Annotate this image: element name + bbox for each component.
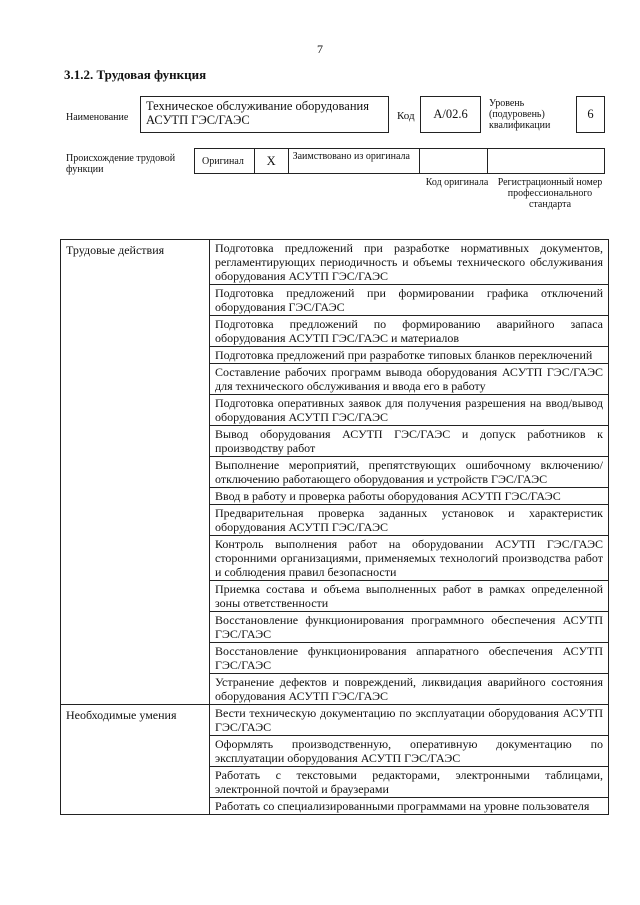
borrowed-label: Заимствовано из оригинала (289, 149, 420, 173)
list-item: Подготовка предложений при разработке нормативных документов, регламентирующих периодичность и объемы технического обслуживания оборудования АСУТП ГЭС/ГАЭС (210, 240, 609, 285)
section-title: 3.1.2. Трудовая функция (64, 67, 207, 82)
list-item: Составление рабочих программ вывода оборудования АСУТП ГЭС/ГАЭС для технического обслуживания и ввода его в работу (210, 364, 609, 395)
kod-originala-label: Код оригинала (425, 177, 489, 188)
list-item: Предварительная проверка заданных установок и характеристик оборудования АСУТП ГЭС/ГАЭС (210, 505, 609, 536)
level-label: Уровень (подуровень) квалификации (489, 98, 551, 131)
level-value: 6 (576, 96, 605, 133)
list-item: Устранение дефектов и повреждений, ликвидация аварийного состояния оборудования АСУТП ГЭС/ГАЭС (210, 674, 609, 705)
list-item: Подготовка предложений при формировании графика отключений оборудования ГЭС/ГАЭС (210, 285, 609, 316)
naimenovanie-value: Техническое обслуживание оборудования АСУТП ГЭС/ГАЭС (140, 96, 389, 133)
list-item: Ввод в работу и проверка работы оборудования АСУТП ГЭС/ГАЭС (210, 488, 609, 505)
kod-value: A/02.6 (420, 96, 481, 133)
reg-nomer-label: Регистрационный номер профессионального стандарта (497, 177, 603, 210)
category-required-skills: Необходимые умения (61, 705, 210, 815)
original-mark: X (255, 149, 289, 173)
list-item: Подготовка предложений при разработке типовых бланков переключений (210, 347, 609, 364)
list-item: Выполнение мероприятий, препятствующих ошибочному включению/отключению работающего оборудования и устройств ГЭС/ГАЭС (210, 457, 609, 488)
category-labor-actions: Трудовые действия (61, 240, 210, 705)
list-item: Вывод оборудования АСУТП ГЭС/ГАЭС и допуск работников к производству работ (210, 426, 609, 457)
list-item: Вести техническую документацию по эксплуатации оборудования АСУТП ГЭС/ГАЭС (210, 705, 609, 736)
kod-label: Код (397, 110, 415, 122)
naimenovanie-label: Наименование (66, 112, 129, 123)
original-label: Оригинал (195, 149, 255, 173)
list-item: Оформлять производственную, оперативную документацию по эксплуатации оборудования АСУТП ГЭС/ГАЭС (210, 736, 609, 767)
list-item: Приемка состава и объема выполненных работ в рамках определенной зоны ответственности (210, 581, 609, 612)
list-item: Подготовка предложений по формированию аварийного запаса оборудования АСУТП ГЭС/ГАЭС и материалов (210, 316, 609, 347)
table-row (61, 705, 609, 736)
list-item: Работать со специализированными программами на уровне пользователя (210, 798, 609, 815)
functions-table (60, 239, 609, 815)
list-item: Восстановление функционирования аппаратного обеспечения АСУТП ГЭС/ГАЭС (210, 643, 609, 674)
list-item: Контроль выполнения работ на оборудовании АСУТП ГЭС/ГАЭС сторонними организациями, применяемых технологий производства работ и соблюдения правил безопасности (210, 536, 609, 581)
origin-table (194, 148, 605, 174)
page-number: 7 (317, 42, 323, 56)
list-item: Работать с текстовыми редакторами, электронными таблицами, электронной почтой и браузерами (210, 767, 609, 798)
list-item: Восстановление функционирования программного обеспечения АСУТП ГЭС/ГАЭС (210, 612, 609, 643)
table-row (61, 240, 609, 285)
kod-originala-cell (420, 149, 488, 173)
origin-label: Происхождение трудовой функции (66, 153, 176, 175)
reg-nomer-cell (488, 149, 604, 173)
list-item: Подготовка оперативных заявок для получения разрешения на ввод/вывод оборудования АСУТП ГЭС/ГАЭС (210, 395, 609, 426)
